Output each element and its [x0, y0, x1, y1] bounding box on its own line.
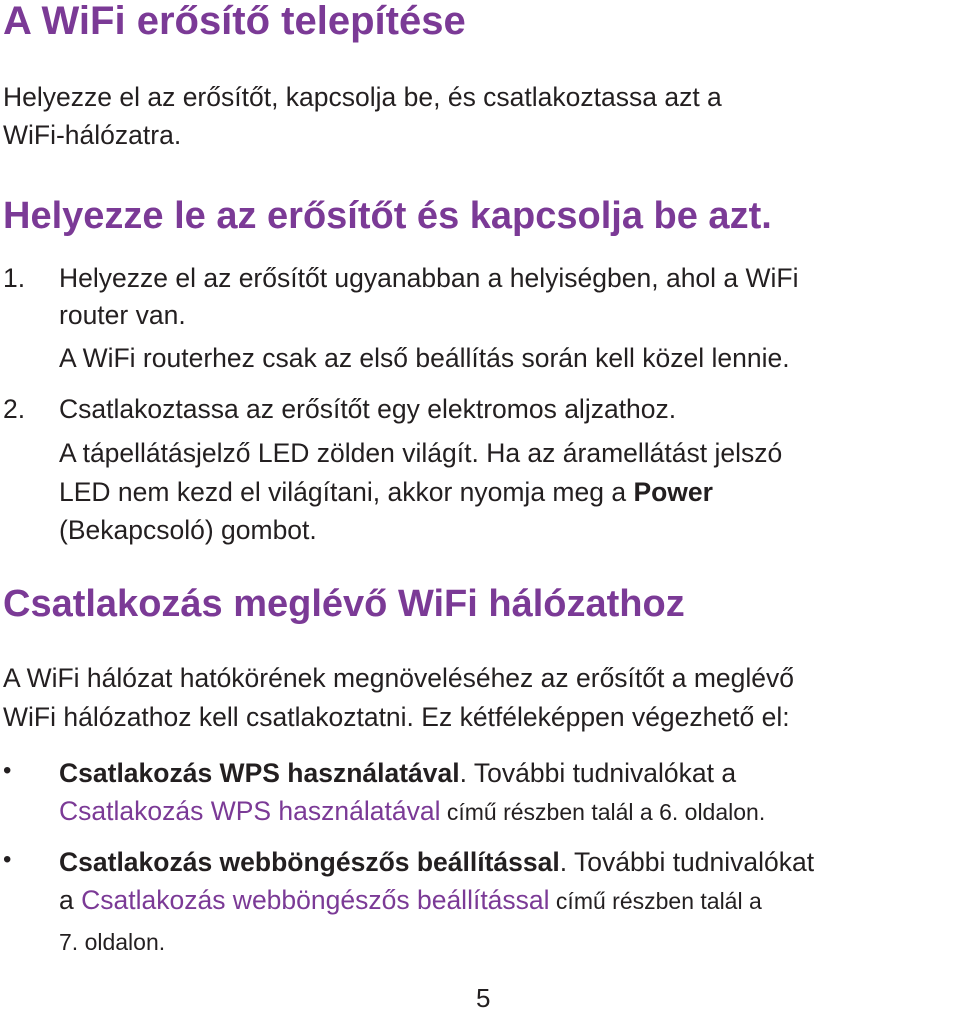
step-1-line-2: router van. — [59, 300, 186, 330]
step-2-number: 2. — [3, 394, 26, 424]
browser-setup-section-link[interactable]: Csatlakozás webböngészős beállítással — [81, 885, 550, 915]
section-heading-connect: Csatlakozás meglévő WiFi hálózathoz — [3, 583, 685, 625]
bullet-wps-text: . További tudnivalókat a — [459, 758, 737, 788]
bullet-browser-line-2 — [59, 885, 762, 916]
step-1-number: 1. — [3, 263, 26, 293]
bullet-marker: • — [3, 757, 12, 784]
step-1-line-1: Helyezze el az erősítőt ugyanabban a helyiségben, ahol a WiFi — [59, 263, 799, 293]
step-2-line-3 — [59, 477, 713, 507]
power-button-label: Power — [633, 477, 713, 507]
step-2-line-2: A tápellátásjelző LED zölden világít. Ha az áramellátást jelszó — [59, 438, 783, 468]
bullet-browser-text: . További tudnivalókat — [559, 847, 815, 877]
bullet-browser-title: Csatlakozás webböngészős beállítással — [59, 847, 560, 877]
bullet-browser-tail: című részben talál a — [549, 888, 762, 914]
connect-para-line-1: A WiFi hálózat hatókörének megnöveléséhez az erősítőt a meglévő — [3, 663, 795, 693]
wps-section-link[interactable]: Csatlakozás WPS használatával — [59, 796, 441, 826]
bullet-wps-line-2 — [59, 796, 765, 827]
connect-para-line-2: WiFi hálózathoz kell csatlakoztatni. Ez kétféleképpen végezhető el: — [3, 702, 790, 732]
bullet-marker: • — [3, 846, 12, 873]
bullet-browser-line-3: 7. oldalon. — [59, 929, 166, 955]
section-heading-setup: Helyezze le az erősítőt és kapcsolja be azt. — [3, 195, 772, 237]
step-2-line-4: (Bekapcsoló) gombot. — [59, 515, 317, 545]
step-2-line-1: Csatlakoztassa az erősítőt egy elektromos aljzathoz. — [59, 394, 677, 424]
page-number: 5 — [476, 983, 491, 1013]
bullet-browser-prefix: a — [59, 885, 82, 915]
bullet-wps-line-1 — [59, 758, 736, 788]
bullet-wps-title: Csatlakozás WPS használatával — [59, 758, 460, 788]
page-title: A WiFi erősítő telepítése — [3, 0, 466, 43]
bullet-wps-tail: című részben talál a 6. oldalon. — [440, 799, 766, 825]
intro-line-2: WiFi-hálózatra. — [3, 120, 182, 150]
step-2-line-3-text: LED nem kezd el világítani, akkor nyomja meg a — [59, 477, 634, 507]
step-1-note: A WiFi routerhez csak az első beállítás során kell közel lennie. — [59, 343, 790, 373]
intro-line-1: Helyezze el az erősítőt, kapcsolja be, és csatlakoztassa azt a — [3, 82, 722, 112]
bullet-browser-line-1 — [59, 847, 814, 877]
